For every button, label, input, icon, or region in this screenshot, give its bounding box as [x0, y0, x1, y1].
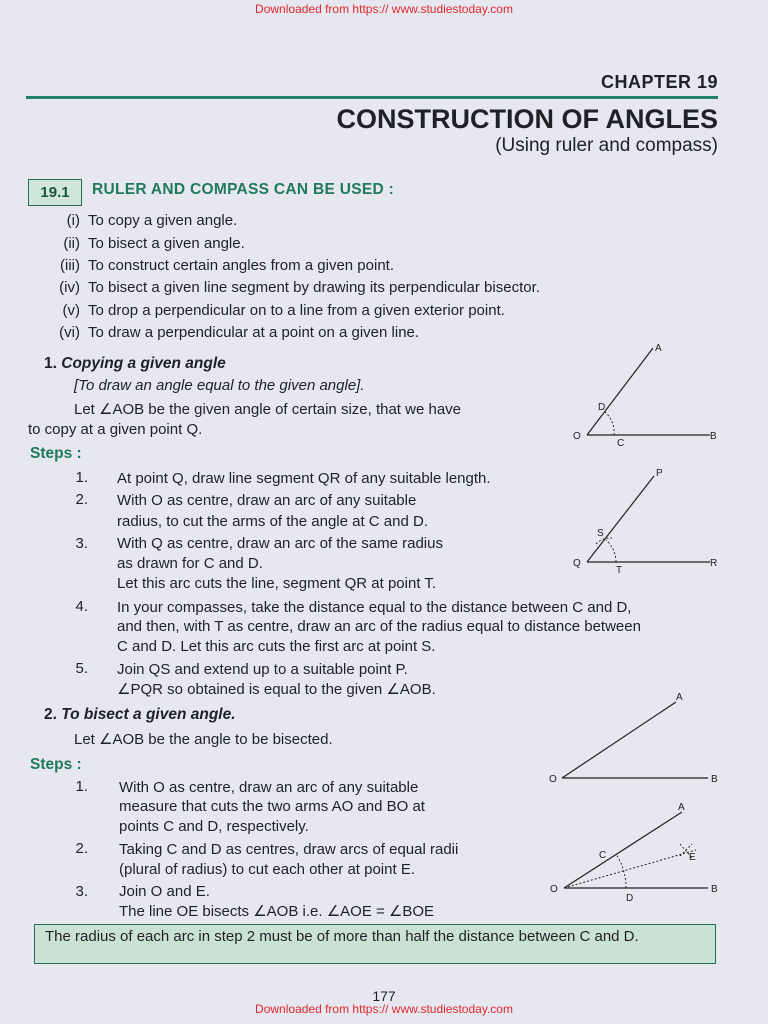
step-text: Taking C and D as centres, draw arcs of equal radii	[119, 841, 459, 858]
step-text: At point Q, draw line segment QR of any suitable length.	[117, 470, 491, 487]
list-item-number: (i)	[66, 212, 80, 229]
label-d: D	[598, 402, 606, 413]
step-text: and then, with T as centre, draw an arc of the radius equal to distance between	[117, 618, 641, 635]
intro-text-line: Let ∠AOB be the given angle of certain size, that we have	[74, 401, 462, 418]
note-box	[34, 924, 716, 964]
list-item	[40, 302, 505, 319]
step-text: Join O and E.	[119, 883, 210, 900]
header-rule	[26, 96, 718, 99]
label-b: B	[711, 884, 718, 895]
subsection-heading-copy	[44, 355, 226, 373]
section-title: RULER AND COMPASS CAN BE USED :	[92, 181, 395, 198]
step-text: In your compasses, take the distance equal to the distance between C and D,	[117, 599, 632, 616]
arc	[616, 854, 626, 888]
label-b: B	[710, 431, 717, 442]
subsection-subtitle: [To draw an angle equal to the given angle].	[74, 377, 365, 394]
step-text: measure that cuts the two arms AO and BO at	[119, 798, 425, 815]
page-subtitle: (Using ruler and compass)	[495, 135, 718, 156]
step-text: C and D. Let this arc cuts the first arc at point S.	[117, 638, 436, 655]
label-o: O	[573, 431, 581, 442]
label-a: A	[655, 343, 662, 354]
section-number-badge: 19.1	[28, 179, 82, 206]
page-title: CONSTRUCTION OF ANGLES	[336, 104, 718, 134]
arc	[605, 412, 614, 435]
subsection-number: 1.	[44, 355, 57, 372]
list-item	[40, 235, 245, 252]
step-text: With O as centre, draw an arc of any suitable	[117, 492, 417, 509]
label-a: A	[676, 692, 683, 703]
step-number: 5.	[75, 660, 88, 677]
list-item	[40, 257, 394, 274]
intro-text-line: to copy at a given point Q.	[28, 421, 203, 438]
label-c: C	[617, 438, 625, 449]
step-text: Join QS and extend up to a suitable point P.	[117, 661, 408, 678]
figure-angle-aob-bisect	[540, 688, 726, 786]
step-text: Let this arc cuts the line, segment QR at point T.	[117, 575, 437, 592]
step-text: With O as centre, draw an arc of any suitable	[119, 779, 419, 796]
list-item-number: (iii)	[60, 257, 80, 274]
list-item-text: To drop a perpendicular on to a line from a given exterior point.	[88, 302, 505, 319]
list-item-text: To draw a perpendicular at a point on a given line.	[88, 324, 420, 341]
subsection-title: To bisect a given angle.	[61, 706, 236, 723]
ray-qp	[587, 476, 654, 562]
subsection-number: 2.	[44, 706, 57, 723]
label-b: B	[711, 774, 718, 785]
step-number: 3.	[75, 535, 88, 552]
label-a: A	[678, 802, 685, 813]
subsection-title: Copying a given angle	[61, 355, 226, 372]
step-text: as drawn for C and D.	[117, 555, 263, 572]
subsection-heading-bisect	[44, 706, 236, 724]
step-text: radius, to cut the arms of the angle at C and D.	[117, 513, 429, 530]
figure-angle-pqr	[560, 466, 730, 578]
note-text: The radius of each arc in step 2 must be of more than half the distance between C and D.	[45, 928, 639, 945]
arc	[606, 540, 616, 562]
bisector-oe	[564, 850, 696, 888]
step-text: (plural of radius) to cut each other at point E.	[119, 861, 415, 878]
step-text: The line OE bisects ∠AOB i.e. ∠AOE = ∠BOE	[119, 903, 435, 920]
page-number: 177	[372, 988, 396, 1004]
label-c: C	[599, 850, 607, 861]
ray-oa	[587, 348, 653, 435]
label-q: Q	[573, 558, 581, 569]
list-item-text: To bisect a given line segment by drawing its perpendicular bisector.	[88, 279, 540, 296]
label-r: R	[710, 558, 718, 569]
list-item-text: To construct certain angles from a given point.	[88, 257, 394, 274]
download-notice-bottom[interactable]: Downloaded from https:// www.studiestoday.com	[255, 1002, 513, 1016]
list-item-number: (ii)	[63, 235, 80, 252]
steps-label: Steps :	[30, 445, 82, 462]
step-number: 2.	[75, 840, 88, 857]
ray-oa	[564, 812, 682, 888]
list-item	[40, 324, 419, 341]
step-text: With Q as centre, draw an arc of the same radius	[117, 535, 443, 552]
list-item-number: (iv)	[59, 279, 80, 296]
list-item-text: To bisect a given angle.	[88, 235, 245, 252]
label-s: S	[597, 528, 604, 539]
label-e: E	[689, 852, 696, 863]
step-number: 2.	[75, 491, 88, 508]
figure-angle-aob	[560, 340, 730, 450]
label-d: D	[626, 893, 634, 904]
figure-angle-bisected	[540, 798, 726, 910]
step-number: 4.	[75, 598, 88, 615]
chapter-label: CHAPTER 19	[600, 72, 718, 92]
step-number: 1.	[75, 469, 88, 486]
step-text: points C and D, respectively.	[119, 818, 309, 835]
list-item-text: To copy a given angle.	[88, 212, 238, 229]
ray-oa	[562, 702, 676, 778]
label-o: O	[549, 774, 557, 785]
step-number: 1.	[75, 778, 88, 795]
label-p: P	[656, 468, 663, 479]
list-item	[40, 212, 237, 229]
label-o: O	[550, 884, 558, 895]
label-t: T	[616, 565, 623, 576]
steps-label: Steps :	[30, 756, 82, 773]
step-text: ∠PQR so obtained is equal to the given ∠AOB.	[117, 681, 436, 698]
list-item	[40, 279, 540, 296]
list-item-number: (v)	[62, 302, 80, 319]
list-item-number: (vi)	[59, 324, 80, 341]
download-notice-top[interactable]: Downloaded from https:// www.studiestoday.com	[255, 2, 513, 16]
step-number: 3.	[75, 883, 88, 900]
intro-text-line: Let ∠AOB be the angle to be bisected.	[74, 731, 333, 748]
